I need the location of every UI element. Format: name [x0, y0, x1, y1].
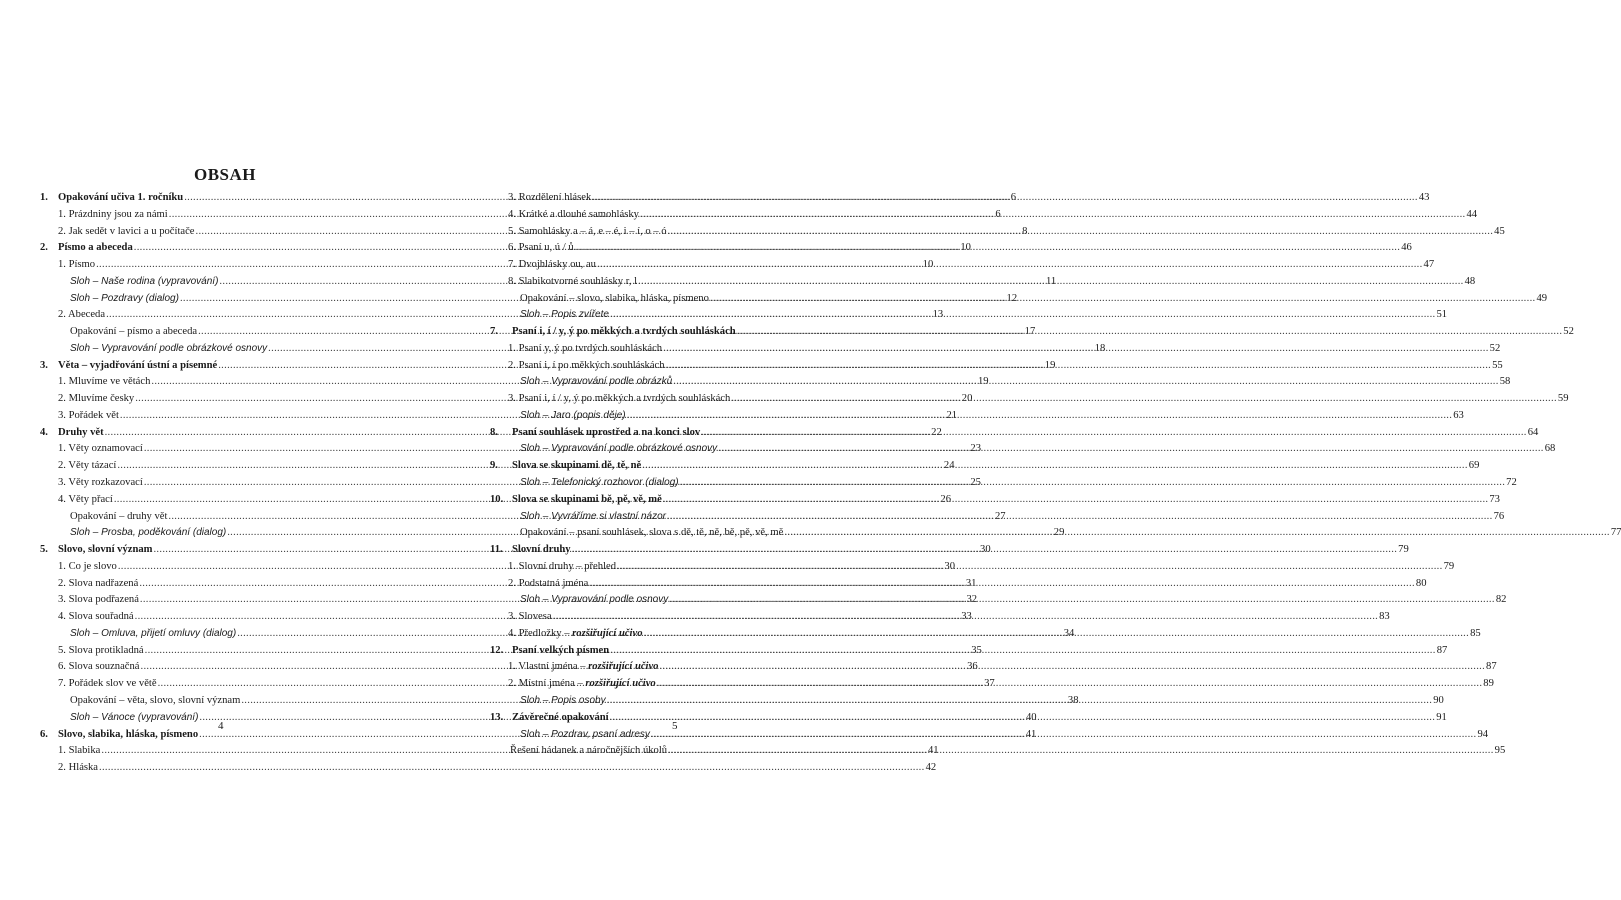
- dot-leader: [737, 324, 1563, 341]
- entry-page-number: 18: [1094, 342, 1106, 354]
- dot-leader: [663, 492, 1489, 509]
- entry-title-text: 4. Předložky –: [508, 627, 573, 639]
- toc-section[interactable]: [490, 207, 1478, 224]
- dot-leader: [657, 676, 1483, 693]
- entry-title-text: Sloh – Vypravování podle obrázkové osnovy: [520, 443, 718, 455]
- entry-title: [58, 492, 113, 509]
- entry-title: [70, 626, 236, 643]
- entry-page-number: 13: [932, 309, 944, 321]
- entry-title: [58, 374, 150, 391]
- entry-title: [508, 257, 596, 274]
- entry-title-text: 2. Abeceda: [58, 309, 106, 321]
- entry-page-number: 42: [925, 762, 937, 774]
- entry-title-text: Psaní i, í / y, ý po měkkých a tvrdých souhláskách: [512, 326, 736, 338]
- entry-title-text: Slova se skupinami bě, pě, vě, mě: [512, 493, 662, 505]
- entry-page-number: 41: [1025, 728, 1037, 740]
- entry-title: [510, 743, 667, 760]
- entry-page-number: 79: [1398, 544, 1409, 556]
- entry-page-number: 34: [1063, 627, 1075, 639]
- entry-title-text: 1. Slabika: [58, 745, 101, 757]
- dot-leader: [572, 542, 1398, 559]
- chapter-number: 2.: [40, 242, 48, 254]
- entry-title-text: Sloh – Pozdrav, psaní adresy: [520, 728, 650, 740]
- entry-title: [520, 475, 679, 492]
- entry-title-text: 4. Věty přací: [58, 493, 113, 505]
- entry-page-number: 94: [1477, 728, 1489, 740]
- toc-section[interactable]: [490, 224, 1505, 241]
- entry-title-text: Sloh – Prosba, poděkování (dialog): [70, 527, 227, 539]
- entry-title-text: 2. Jak sedět v lavici a u počítače: [58, 225, 195, 237]
- entry-title-text: 4. Krátké a dlouhé samohlásky: [508, 208, 639, 220]
- entry-title-text: 4. Slova souřadná: [58, 611, 134, 623]
- entry-title: [58, 760, 98, 777]
- entry-title: [70, 525, 226, 542]
- entry-page-number: 47: [1423, 259, 1435, 271]
- entry-title: [512, 542, 571, 559]
- dot-leader: [638, 274, 1464, 291]
- entry-title-text: 7. Dvojhlásky ou, au: [508, 259, 596, 271]
- entry-page-number: 38: [1067, 694, 1079, 706]
- chapter-number: 10.: [490, 493, 504, 505]
- entry-title: [58, 542, 152, 559]
- entry-page-number: 83: [1379, 611, 1390, 623]
- entry-title-text: 3. Slovesa: [508, 611, 552, 623]
- entry-page-number: 55: [1492, 359, 1503, 371]
- entry-title: [58, 391, 134, 408]
- entry-page-number: 23: [970, 443, 981, 455]
- entry-title: [70, 324, 197, 341]
- entry-title-text: 3. Slova podřazená: [58, 594, 139, 606]
- entry-title: [58, 257, 95, 274]
- entry-page-number: 58: [1499, 376, 1511, 388]
- entry-page-number: 59: [1557, 393, 1569, 405]
- entry-title-text: 3. Pořádek vět: [58, 409, 119, 421]
- entry-title-text: Psaní souhlásek uprostřed a na konci slov: [512, 426, 701, 438]
- entry-title: [58, 727, 198, 744]
- entry-title-text: 1. Psaní y, ý po tvrdých souhláskách: [508, 342, 663, 354]
- entry-page-number: 6: [995, 208, 1001, 220]
- dot-leader: [668, 743, 1494, 760]
- entry-title: [508, 391, 730, 408]
- entry-title: [508, 576, 588, 593]
- dot-leader: [99, 760, 925, 777]
- entry-title: [58, 592, 139, 609]
- entry-page-number: 40: [1025, 711, 1037, 723]
- dot-leader: [575, 240, 1401, 257]
- entry-title-text: Řešení hádanek a náročnějších úkolů: [510, 745, 668, 757]
- entry-title: [58, 676, 157, 693]
- entry-title: [58, 240, 133, 257]
- dot-leader: [640, 207, 1466, 224]
- entry-title: [512, 492, 662, 509]
- entry-title-text: Opakování – psaní souhlásek, slova s dě, tě, ně, bě, pě, vě, mě: [520, 527, 784, 539]
- entry-title-text: 8. Slabikotvorné souhlásky r, l: [508, 275, 638, 287]
- entry-title-text: 2. Mluvíme česky: [58, 393, 135, 405]
- chapter-number: 4.: [40, 426, 48, 438]
- entry-page-number: 72: [1506, 477, 1517, 489]
- entry-page-number: 87: [1486, 661, 1497, 673]
- dot-leader: [680, 475, 1506, 492]
- entry-title-text: Opakování – druhy vět: [70, 510, 168, 522]
- chapter-number: 11.: [490, 544, 503, 556]
- entry-extra-note: rozšiřující učivo: [588, 661, 659, 673]
- entry-page-number: 89: [1483, 678, 1494, 690]
- entry-title: [58, 458, 116, 475]
- entry-page-number: 87: [1436, 644, 1448, 656]
- entry-page-number: 80: [1415, 577, 1427, 589]
- entry-title: [58, 743, 100, 760]
- entry-page-number: 76: [1493, 510, 1505, 522]
- entry-title-text: Sloh – Naše rodina (vypravování): [70, 275, 219, 287]
- entry-page-number: 37: [984, 678, 995, 690]
- chapter-number: 6.: [40, 728, 48, 740]
- entry-title-text: Sloh – Pozdravy (dialog): [70, 292, 179, 304]
- entry-title-text: 1. Vlastní jména –: [508, 661, 589, 673]
- entry-title: [58, 190, 183, 207]
- entry-page-number: 79: [1443, 560, 1455, 572]
- entry-page-number: 90: [1433, 694, 1444, 706]
- entry-title-text: Sloh – Vypravování podle obrázků: [520, 376, 673, 388]
- entry-title-text: Sloh – Omluva, přijetí omluvy (dialog): [70, 627, 237, 639]
- entry-title: [508, 274, 637, 291]
- chapter-number: 9.: [490, 460, 498, 472]
- dot-leader: [669, 592, 1495, 609]
- chapter-number: 8.: [490, 426, 498, 438]
- entry-title: [520, 307, 609, 324]
- entry-page-number: 95: [1494, 745, 1506, 757]
- entry-page-number: 35: [971, 644, 982, 656]
- dot-leader: [659, 659, 1485, 676]
- entry-title: [508, 341, 662, 358]
- entry-page-number: 19: [977, 376, 989, 388]
- entry-page-number: 30: [944, 560, 956, 572]
- entry-page-number: 68: [1544, 443, 1556, 455]
- entry-extra-note: rozšiřující učivo: [585, 678, 656, 690]
- dot-leader: [597, 257, 1423, 274]
- entry-title: [508, 626, 643, 643]
- entry-page-number: 82: [1495, 594, 1507, 606]
- entry-title: [508, 207, 639, 224]
- entry-title: [58, 224, 195, 241]
- entry-title: [512, 324, 736, 341]
- entry-page-number: 10: [922, 259, 934, 271]
- entry-page-number: 45: [1494, 225, 1505, 237]
- entry-title-text: 2. Psaní i, í po měkkých souhláskách: [508, 359, 665, 371]
- entry-title: [520, 441, 717, 458]
- dot-leader: [651, 727, 1477, 744]
- chapter-number: 12.: [490, 644, 504, 656]
- entry-page-number: 51: [1436, 309, 1448, 321]
- entry-title: [70, 509, 167, 526]
- toc-section[interactable]: [40, 760, 937, 777]
- entry-title: [58, 207, 168, 224]
- dot-leader: [607, 693, 1433, 710]
- entry-title: [70, 291, 179, 308]
- entry-page-number: 27: [994, 510, 1006, 522]
- entry-title: [520, 592, 668, 609]
- dot-leader: [710, 291, 1536, 308]
- entry-title-text: 1. Prázdniny jsou za námi: [58, 208, 168, 220]
- page-number-left: 4: [218, 720, 224, 732]
- entry-page-number: 91: [1436, 711, 1447, 723]
- entry-title-text: Sloh – Vypravování podle obrázkové osnovy: [70, 342, 268, 354]
- entry-title: [70, 693, 240, 710]
- entry-title: [508, 240, 574, 257]
- chapter-number: 13.: [490, 711, 504, 723]
- entry-page-number: 33: [961, 611, 972, 623]
- entry-title: [508, 358, 665, 375]
- entry-title: [520, 291, 709, 308]
- entry-title-text: 6. Slova souznačná: [58, 661, 140, 673]
- entry-page-number: 49: [1536, 292, 1548, 304]
- entry-page-number: 64: [1527, 426, 1539, 438]
- entry-page-number: 63: [1453, 409, 1464, 421]
- dot-leader: [610, 710, 1436, 727]
- entry-title: [58, 659, 140, 676]
- entry-title-text: 2. Podstatná jména: [508, 577, 589, 589]
- entry-title-text: Sloh – Telefonický rozhovor (dialog): [520, 477, 679, 489]
- entry-page-number: 52: [1489, 342, 1501, 354]
- entry-title-text: 5. Samohlásky a – á, e – é, i – í, o – ó: [508, 225, 667, 237]
- entry-title: [520, 693, 606, 710]
- toc-section[interactable]: [490, 190, 1430, 207]
- entry-title: [512, 458, 641, 475]
- entry-title: [58, 425, 104, 442]
- entry-title-text: 7. Pořádek slov ve větě: [58, 678, 157, 690]
- entry-page-number: 69: [1468, 460, 1480, 472]
- entry-title-text: 3. Psaní i, í / y, ý po měkkých a tvrdých souhláskách: [508, 393, 731, 405]
- entry-title: [508, 190, 591, 207]
- entry-title: [70, 274, 218, 291]
- entry-title-text: Slovní druhy: [512, 544, 571, 556]
- entry-page-number: 10: [960, 242, 971, 254]
- entry-page-number: 17: [1024, 326, 1036, 338]
- entry-title-text: Opakování – věta, slovo, slovní význam: [70, 694, 241, 706]
- dot-leader: [644, 626, 1470, 643]
- dot-leader: [642, 458, 1468, 475]
- entry-title: [58, 475, 143, 492]
- entry-page-number: 11: [1045, 275, 1057, 287]
- page-number-right: 5: [672, 720, 678, 732]
- entry-title: [58, 358, 217, 375]
- entry-title: [520, 727, 650, 744]
- dot-leader: [666, 358, 1492, 375]
- dot-leader: [592, 190, 1418, 207]
- entry-page-number: 43: [1418, 192, 1430, 203]
- entry-title-text: Opakování – písmo a abeceda: [70, 326, 198, 338]
- entry-title-text: Slovo, slabika, hláska, písmeno: [58, 728, 199, 740]
- entry-title-text: 2. Místní jména –: [508, 678, 586, 690]
- chapter-number: 7.: [490, 326, 498, 338]
- entry-page-number: 24: [943, 460, 955, 472]
- entry-title-text: 6. Psaní u, ú / ů: [508, 242, 574, 254]
- entry-title: [508, 224, 667, 241]
- dot-leader: [718, 441, 1544, 458]
- entry-page-number: 19: [1044, 359, 1056, 371]
- entry-page-number: 85: [1470, 627, 1481, 639]
- entry-title: [58, 408, 119, 425]
- entry-title: [508, 676, 656, 693]
- entry-page-number: 46: [1401, 242, 1412, 254]
- dot-leader: [701, 425, 1527, 442]
- dot-leader: [663, 341, 1489, 358]
- entry-title: [58, 576, 138, 593]
- entry-title: [508, 609, 552, 626]
- entry-title: [520, 374, 672, 391]
- entry-page-number: 77: [1610, 527, 1621, 539]
- chapter-number: 3.: [40, 359, 48, 371]
- entry-extra-note: rozšiřující učivo: [572, 627, 643, 639]
- entry-title-text: 2. Hláska: [58, 762, 99, 774]
- dot-leader: [667, 509, 1493, 526]
- entry-title-text: Slovo, slovní význam: [58, 544, 153, 556]
- entry-page-number: 20: [961, 393, 973, 405]
- entry-title: [70, 710, 198, 727]
- entry-title: [58, 559, 117, 576]
- entry-title-text: 5. Slova protikladná: [58, 644, 144, 656]
- entry-title: [70, 341, 267, 358]
- entry-title: [508, 659, 658, 676]
- entry-page-number: 36: [967, 661, 978, 673]
- entry-title: [58, 441, 143, 458]
- dot-leader: [784, 525, 1610, 542]
- entry-title-text: Závěrečné opakování: [512, 711, 609, 723]
- dot-leader: [668, 224, 1494, 241]
- entry-page-number: 8: [1022, 225, 1028, 237]
- entry-title: [520, 408, 626, 425]
- chapter-number: 1.: [40, 192, 48, 203]
- entry-page-number: 29: [1053, 527, 1065, 539]
- entry-title: [512, 425, 700, 442]
- entry-title-text: Sloh – Popis osoby: [520, 694, 606, 706]
- entry-page-number: 22: [931, 426, 942, 438]
- entry-title-text: Věta – vyjadřování ústní a písemné: [58, 359, 218, 371]
- entry-page-number: 73: [1489, 493, 1500, 505]
- dot-leader: [610, 643, 1436, 660]
- dot-leader: [731, 391, 1557, 408]
- dot-leader: [617, 559, 1443, 576]
- entry-title: [512, 710, 609, 727]
- entry-title: [58, 307, 105, 324]
- entry-title: [520, 525, 783, 542]
- page-title: OBSAH: [193, 165, 257, 184]
- entry-title-text: Písmo a abeceda: [58, 242, 133, 254]
- entry-page-number: 32: [966, 594, 978, 606]
- entry-page-number: 21: [946, 409, 958, 421]
- entry-title-text: Sloh – Vyvráříme si vlastní názor: [520, 510, 666, 522]
- entry-page-number: 44: [1466, 208, 1478, 220]
- dot-leader: [627, 408, 1453, 425]
- dot-leader: [610, 307, 1436, 324]
- entry-title-text: 1. Písmo: [58, 259, 96, 271]
- entry-title-text: 1. Věty oznamovací: [58, 443, 143, 455]
- entry-page-number: 25: [970, 477, 981, 489]
- entry-title-text: 1. Mluvíme ve větách: [58, 376, 151, 388]
- entry-title-text: Psaní velkých písmen: [512, 644, 610, 656]
- entry-page-number: 52: [1563, 326, 1574, 338]
- entry-title-text: Sloh – Popis zvířete: [520, 309, 609, 321]
- entry-title-text: Sloh – Vánoce (vypravování): [70, 711, 199, 723]
- entry-title-text: Sloh – Vypravování podle osnovy: [520, 594, 669, 606]
- entry-title: [58, 609, 134, 626]
- entry-title-text: 1. Co je slovo: [58, 560, 117, 572]
- entry-title: [512, 643, 609, 660]
- entry-title-text: Slova se skupinami dě, tě, ně: [512, 460, 642, 472]
- entry-page-number: 48: [1464, 275, 1476, 287]
- dot-leader: [589, 576, 1415, 593]
- entry-title-text: Opakování učiva 1. ročníku: [58, 192, 184, 203]
- entry-page-number: 12: [1006, 292, 1018, 304]
- chapter-number: 5.: [40, 544, 48, 556]
- entry-title-text: 3. Věty rozkazovací: [58, 477, 143, 489]
- dot-leader: [553, 609, 1379, 626]
- entry-title: [520, 509, 666, 526]
- entry-title: [58, 643, 144, 660]
- entry-title-text: 2. Věty tázací: [58, 460, 117, 472]
- entry-page-number: 30: [980, 544, 991, 556]
- entry-page-number: 31: [965, 577, 977, 589]
- entry-title: [508, 559, 616, 576]
- entry-title-text: Druhy vět: [58, 426, 104, 438]
- entry-page-number: 26: [940, 493, 951, 505]
- entry-title-text: 2. Slova nadřazená: [58, 577, 139, 589]
- entry-title-text: Opakování – slovo, slabika, hláska, písmeno: [520, 292, 709, 304]
- entry-page-number: 41: [927, 745, 939, 757]
- entry-page-number: 6: [1010, 192, 1017, 203]
- entry-title-text: 3. Rozdělení hlásek: [508, 192, 592, 203]
- entry-title-text: 1. Slovní druhy – přehled: [508, 560, 616, 572]
- entry-title-text: Sloh – Jaro (popis děje): [520, 409, 626, 421]
- dot-leader: [673, 374, 1499, 391]
